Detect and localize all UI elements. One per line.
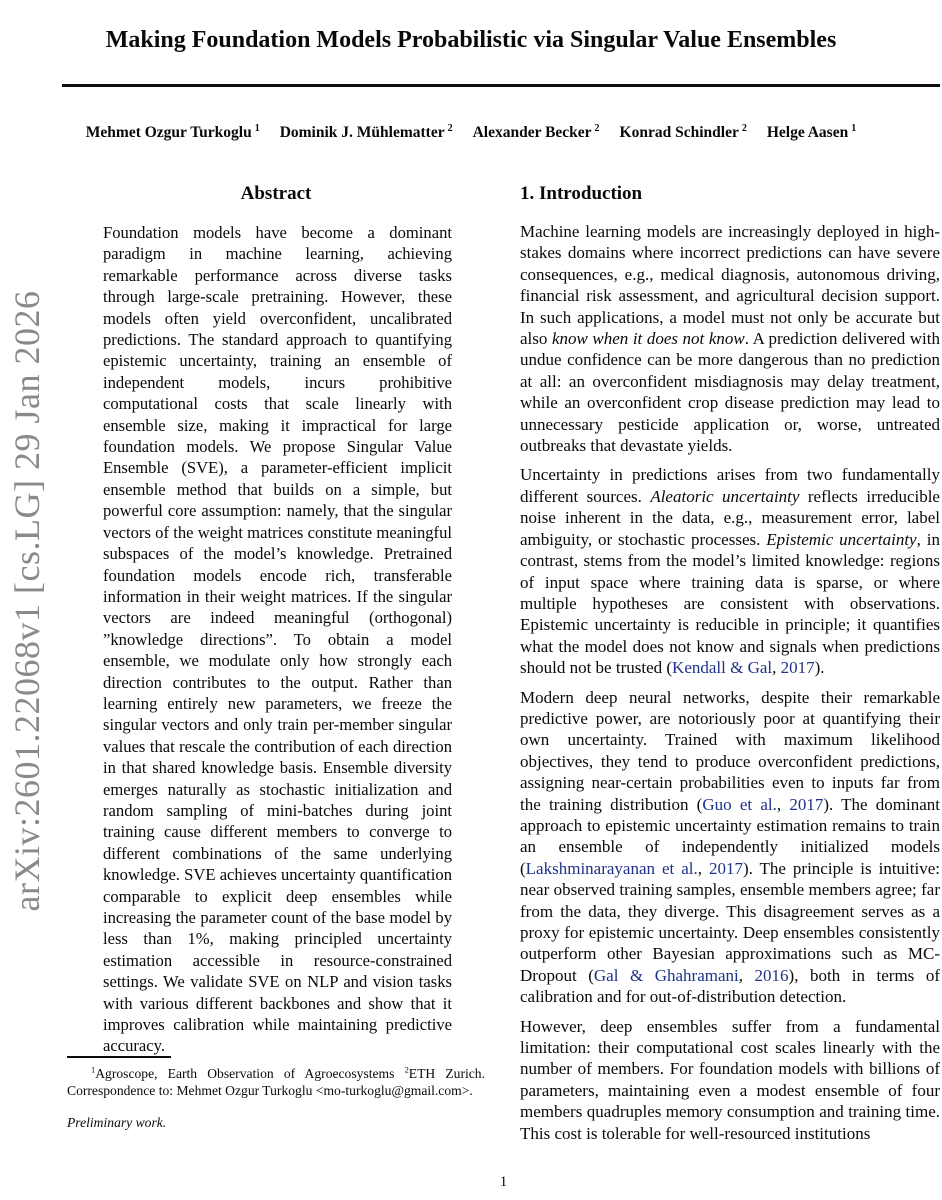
body-paragraph: [520, 687, 940, 1008]
text-run: Machine learning models are increasingly deployed in high-stakes domains where incorrect predictions can have severe consequences, e.g., medical diagnosis, autonomous driving, financial risk assessment, and agricultural decision support. In such applications, a model must not only be accurate but also: [520, 222, 940, 349]
superscript: 2: [404, 1063, 409, 1074]
author-affiliation-superscript: 2: [447, 123, 453, 134]
citation-link[interactable]: 2017: [789, 794, 824, 814]
citation-link[interactable]: Gal & Ghahramani: [593, 965, 739, 985]
text-run: ).: [814, 658, 825, 678]
paper-title: Making Foundation Models Probabilistic via Singular Value Ensembles: [105, 27, 837, 53]
text-run: ,: [772, 658, 781, 678]
text-run: ), both in terms of calibration and for out-of-distribution detection.: [520, 965, 940, 1007]
title-rule: [62, 84, 940, 87]
author: [86, 124, 260, 141]
introduction-heading: 1. Introduction: [520, 183, 643, 204]
text-run: , in contrast, stems from the model’s limited knowledge: regions of input space where training data is sparse, or where multiple hypotheses are consistent with observations. Epistemic uncertainty is reducible in principle; it quantifies what the model does not know and signals when predictions should not be trusted (: [520, 529, 940, 678]
abstract-heading: Abstract: [240, 183, 312, 204]
author-name: Dominik J. Mühlematter: [279, 124, 445, 141]
author-affiliation-superscript: 1: [851, 123, 857, 134]
italic-text: Aleatoric uncertainty: [650, 486, 800, 506]
text-run: ,: [738, 965, 755, 985]
author: [767, 124, 856, 141]
page-number: 1: [499, 1174, 508, 1190]
author-name: Alexander Becker: [472, 124, 592, 141]
author: [473, 124, 600, 141]
text-run: However, deep ensembles suffer from a fundamental limitation: their computational cost scales linearly with the number of members. For foundation models with billions of parameters, maintaining even a modest ensemble of four members quadruples memory consumption and training time. This cost is tolerable for well-resourced institutions: [520, 1016, 940, 1143]
author-affiliation-superscript: 1: [254, 123, 260, 134]
author-name: Konrad Schindler: [619, 124, 739, 141]
italic-text: Epistemic uncertainty: [766, 529, 917, 549]
citation-link[interactable]: 2017: [708, 858, 743, 878]
superscript: 1: [91, 1063, 96, 1074]
footnote-rule: [67, 1056, 171, 1058]
text-run: ,: [697, 858, 709, 878]
footnote-block: [67, 1056, 485, 1131]
affiliation-footnote: [67, 1065, 485, 1099]
preliminary-note: Preliminary work.: [67, 1114, 167, 1130]
author-affiliation-superscript: 2: [594, 123, 600, 134]
text-run: Agroscope, Earth Observation of Agroecosystems: [95, 1065, 405, 1081]
author-name: Helge Aasen: [766, 124, 849, 141]
arxiv-watermark: arXiv:2601.22068v1 [cs.LG] 29 Jan 2026: [7, 290, 47, 912]
citation-link[interactable]: 2016: [754, 965, 789, 985]
body-paragraph: [520, 1016, 940, 1144]
citation-link[interactable]: Lakshminarayanan et al.: [525, 858, 698, 878]
author-affiliation-superscript: 2: [741, 123, 747, 134]
citation-link[interactable]: 2017: [780, 658, 815, 678]
text-run: ,: [776, 794, 790, 814]
text-run: . A prediction delivered with undue confidence can be more dangerous than no prediction at all: an overconfident misdiagnosis may delay treatment, while an overconfident crop disease prediction may lead to unnecessary pesticide application or, worse, untreated outbreaks that devastate yields.: [520, 329, 941, 456]
citation-link[interactable]: Kendall & Gal: [672, 658, 773, 678]
body-paragraph: [520, 464, 940, 678]
text-run: reflects irreducible noise inherent in the data, e.g., measurement error, label ambiguity, or stochastic processes.: [520, 486, 940, 549]
left-column: [67, 183, 485, 1057]
citation-link[interactable]: Guo et al.: [702, 794, 777, 814]
text-run: ). The principle is intuitive: near observed training samples, ensemble members agree; far from the data, they diverge. This disagreement serves as a proxy for epistemic uncertainty. Deep ensembles consistently outperform other Bayesian approximations such as MC-Dropout (: [520, 858, 940, 985]
italic-text: know when it does not know: [551, 329, 745, 349]
abstract-text: Foundation models have become a dominant paradigm in machine learning, achieving remarkable performance across diverse tasks through large-scale pretraining. However, these models often yield overconfident, uncalibrated predictions. The standard approach to quantifying epistemic uncertainty, training an ensemble of independent models, incurs prohibitive computational costs that scale linearly with ensemble size, making it impractical for large foundation models. We propose Singular Value Ensemble (SVE), a parameter-efficient implicit ensemble method that builds on a simple, but powerful core assumption: namely, that the singular vectors of the weight matrices constitute meaningful subspaces of the model’s knowledge. Pretrained foundation models encode rich, transferable information in their weight matrices. If the singular vectors are indeed meaningful (orthogonal) ”knowledge directions”. To obtain a model ensemble, we modulate only how strongly each direction contributes to the output. Rather than learning entirely new parameters, we freeze the singular vectors and only train per-member singular values that rescale the contribution of each direction in that shared knowledge basis. Ensemble diversity emerges naturally as stochastic initialization and random sampling of mini-batches during joint training cause different members to converge to different combinations of the same underlying knowledge. SVE achieves uncertainty quantification comparable to explicit deep ensembles while increasing the parameter count of the base model by less than 1%, making principled uncertainty estimation accessible in resource-constrained settings. We validate SVE on NLP and vision tasks with various different backbones and show that it improves calibration while maintaining predictive accuracy.: [103, 223, 452, 1056]
body-paragraph: [520, 221, 940, 456]
introduction-paragraphs: [520, 221, 940, 1144]
author-list: [0, 124, 942, 142]
text-run: Uncertainty in predictions arises from two fundamentally different sources.: [520, 465, 940, 506]
text-run: ). The dominant approach to epistemic uncertainty estimation remains to train an ensemble of independently initialized models (: [520, 794, 940, 878]
author-name: Mehmet Ozgur Turkoglu: [85, 124, 252, 141]
author: [280, 124, 453, 141]
author: [620, 124, 747, 141]
right-column: [520, 183, 940, 1152]
text-run: ETH Zurich. Correspondence to: Mehmet Ozgur Turkoglu <mo-turkoglu@gmail.com>.: [67, 1065, 485, 1098]
text-run: Modern deep neural networks, despite their remarkable predictive power, are notoriously poor at quantifying their own uncertainty. Trained with maximum likelihood objectives, they tend to produce overconfident predictions, assigning near-certain probabilities even to inputs far from the training distribution (: [520, 687, 940, 814]
